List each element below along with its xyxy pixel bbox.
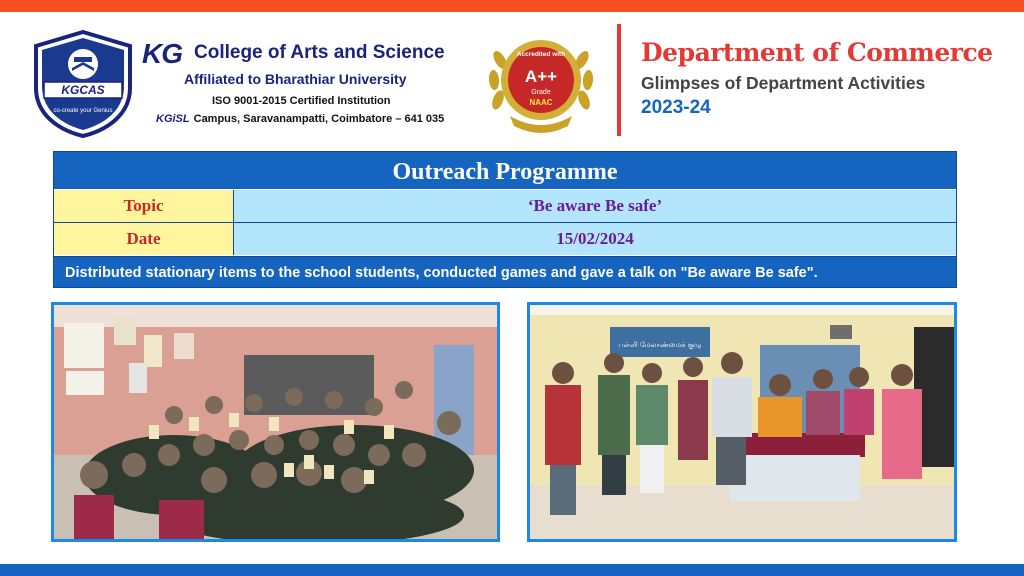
date-label: Date [54, 223, 234, 255]
programme-heading: Outreach Programme [54, 152, 956, 189]
academic-year: 2023-24 [641, 97, 711, 118]
affiliation-text: Affiliated to Bharathiar University [184, 71, 407, 87]
kg-logo-mark: KG [142, 38, 182, 69]
classroom-group-photo [51, 302, 500, 542]
programme-description: Distributed stationary items to the school students, conducted games and gave a talk on "Be aware Be safe". [54, 256, 956, 287]
college-name: College of Arts and Science [194, 42, 445, 63]
naac-grade: A++ [524, 67, 558, 86]
header-divider [617, 24, 621, 136]
department-subtitle: Glimpses of Department Activities [641, 73, 926, 93]
naac-accredited-text: Accredited with [516, 51, 566, 58]
bottom-accent-bar [0, 564, 1024, 576]
topic-value: ‘Be aware Be safe’ [234, 190, 956, 223]
programme-table [53, 151, 957, 288]
classroom-sign: பள்ளி மேலாண்மைக் குழு [618, 341, 702, 349]
shield-logo-text: KGCAS [61, 83, 105, 97]
iso-certification: ISO 9001-2015 Certified Institution [212, 95, 391, 107]
topic-label: Topic [54, 190, 234, 223]
campus-text: Campus, Saravanampatti, Coimbatore – 641 035 [193, 113, 445, 125]
naac-badge [482, 30, 600, 136]
naac-grade-label: Grade [531, 89, 551, 96]
naac-body: NAAC [529, 98, 553, 107]
kgcas-shield-logo [30, 30, 136, 138]
shield-logo-tagline: co-create your Genius [53, 108, 113, 114]
top-accent-bar [0, 0, 1024, 12]
department-title: Department of Commerce [641, 38, 993, 67]
staff-group-photo [527, 302, 957, 542]
campus-address [156, 113, 444, 125]
date-value: 15/02/2024 [234, 223, 956, 255]
kgisl-mark: KGiSL [156, 113, 190, 125]
